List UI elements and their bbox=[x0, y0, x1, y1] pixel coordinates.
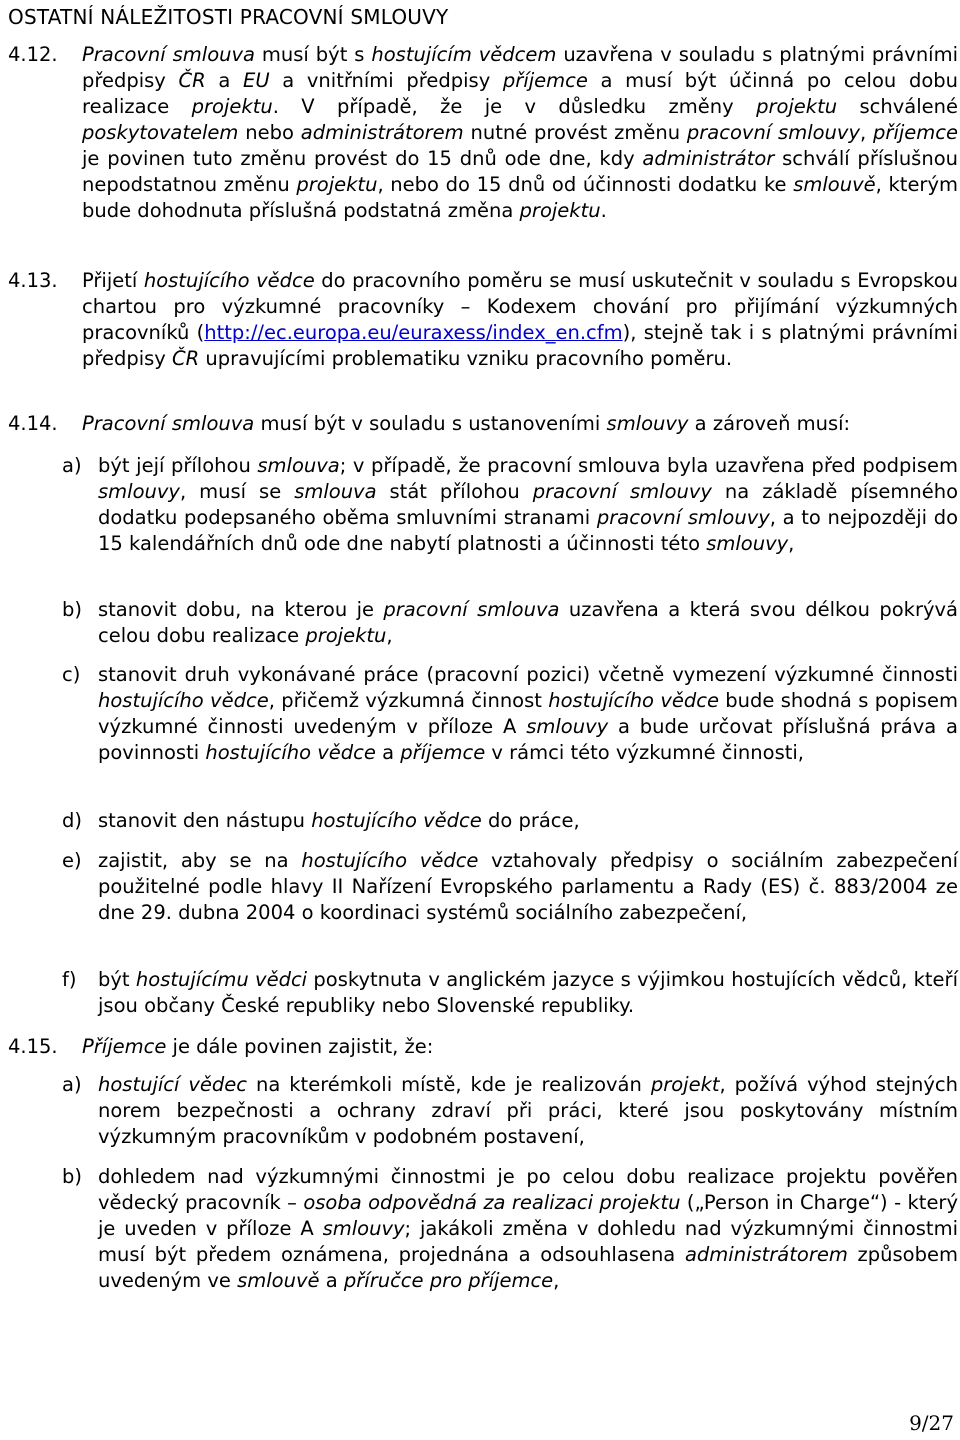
list-item-text: stanovit druh vykonávané práce (pracovní pozici) včetně vymezení výzkumné činnosti hostujícího vědce, přičemž výzkumná činnost hostujícího vědce bude shodná s popisem výzkumné činnosti uvedeným v příloze A smlouvy a bude určovat příslušná práva a povinnosti hostujícího vědce a příjemce v rámci této výzkumné činnosti, bbox=[98, 663, 958, 764]
list-item-text: dohledem nad výzkumnými činnostmi je po celou dobu realizace projektu pověřen vědecký pracovník – osoba odpovědná za realizaci projektu („Person in Charge“) - který je uveden v příloze A smlouvy; jakákoli změna v dohledu nad výzkumnými činnostmi musí být předem oznámena, projednána a odsouhlasena administrátorem způsobem uvedeným ve smlouvě a příručce pro příjemce, bbox=[98, 1165, 958, 1292]
list-item-label: c) bbox=[62, 663, 81, 686]
clause-text: Pracovní smlouva musí být v souladu s ustanoveními smlouvy a zároveň musí: bbox=[82, 412, 851, 435]
list-item-text: hostující vědec na kterémkoli místě, kde je realizován projekt, požívá výhod stejných norem bezpečnosti a ochrany zdraví při práci, které jsou poskytovány místním výzkumným pracovníkům v podobném postavení, bbox=[98, 1073, 958, 1148]
clause-number: 4.14. bbox=[8, 412, 58, 435]
list-item-label: d) bbox=[62, 809, 82, 832]
page-number: 9/27 bbox=[909, 1411, 954, 1435]
list-item-text: být hostujícímu vědci poskytnuta v anglickém jazyce s výjimkou hostujících vědců, kteří jsou občany České republiky nebo Slovenské republiky. bbox=[98, 968, 958, 1017]
section-header: OSTATNÍ NÁLEŽITOSTI PRACOVNÍ SMLOUVY bbox=[8, 5, 449, 29]
list-item-label: f) bbox=[62, 968, 77, 991]
list-item-text: stanovit dobu, na kterou je pracovní smlouva uzavřena a která svou délkou pokrývá celou dobu realizace projektu, bbox=[98, 598, 958, 647]
list-item-label: b) bbox=[62, 598, 82, 621]
list-item-label: e) bbox=[62, 849, 82, 872]
list-item-label: b) bbox=[62, 1165, 82, 1188]
list-item-text: zajistit, aby se na hostujícího vědce vztahovaly předpisy o sociálním zabezpečení použitelné podle hlavy II Nařízení Evropského parlamentu a Rady (ES) č. 883/2004 ze dne 29. dubna 2004 o koordinaci systémů sociálního zabezpečení, bbox=[98, 849, 958, 924]
clause-text: Přijetí hostujícího vědce do pracovního poměru se musí uskutečnit v souladu s Evropskou chartou pro výzkumné pracovníky – Kodexem chování pro přijímání výzkumných pracovníků (http://ec.europa.eu/euraxess/index_en.cfm), stejně tak i s platnými právními předpisy ČR upravujícími problematiku vzniku pracovního poměru. bbox=[82, 269, 958, 370]
list-item-text: být její přílohou smlouva; v případě, že pracovní smlouva byla uzavřena před podpisem smlouvy, musí se smlouva stát přílohou pracovní smlouvy na základě písemného dodatku podepsaného oběma smluvními stranami pracovní smlouvy, a to nejpozději do 15 kalendářních dnů ode dne nabytí platnosti a účinnosti této smlouvy, bbox=[98, 454, 959, 555]
clause-number: 4.13. bbox=[8, 269, 58, 292]
list-item-text: stanovit den nástupu hostujícího vědce do práce, bbox=[98, 809, 580, 832]
list-item-label: a) bbox=[62, 1073, 82, 1096]
clause-number: 4.15. bbox=[8, 1035, 58, 1058]
clause-number: 4.12. bbox=[8, 43, 58, 66]
euraxess-link[interactable]: http://ec.europa.eu/euraxess/index_en.cfm bbox=[204, 321, 623, 344]
clause-text: Příjemce je dále povinen zajistit, že: bbox=[82, 1035, 434, 1058]
clause-text: Pracovní smlouva musí být s hostujícím vědcem uzavřena v souladu s platnými právními předpisy ČR a EU a vnitřními předpisy příjemce a musí být účinná po celou dobu realizace projektu. V případě, že je v důsledku změny projektu schválené poskytovatelem nebo administrátorem nutné provést změnu pracovní smlouvy, příjemce je povinen tuto změnu provést do 15 dnů ode dne, kdy administrátor schválí příslušnou nepodstatnou změnu projektu, nebo do 15 dnů od účinnosti dodatku ke smlouvě, kterým bude dohodnuta příslušná podstatná změna projektu. bbox=[82, 43, 959, 222]
list-item-label: a) bbox=[62, 454, 82, 477]
